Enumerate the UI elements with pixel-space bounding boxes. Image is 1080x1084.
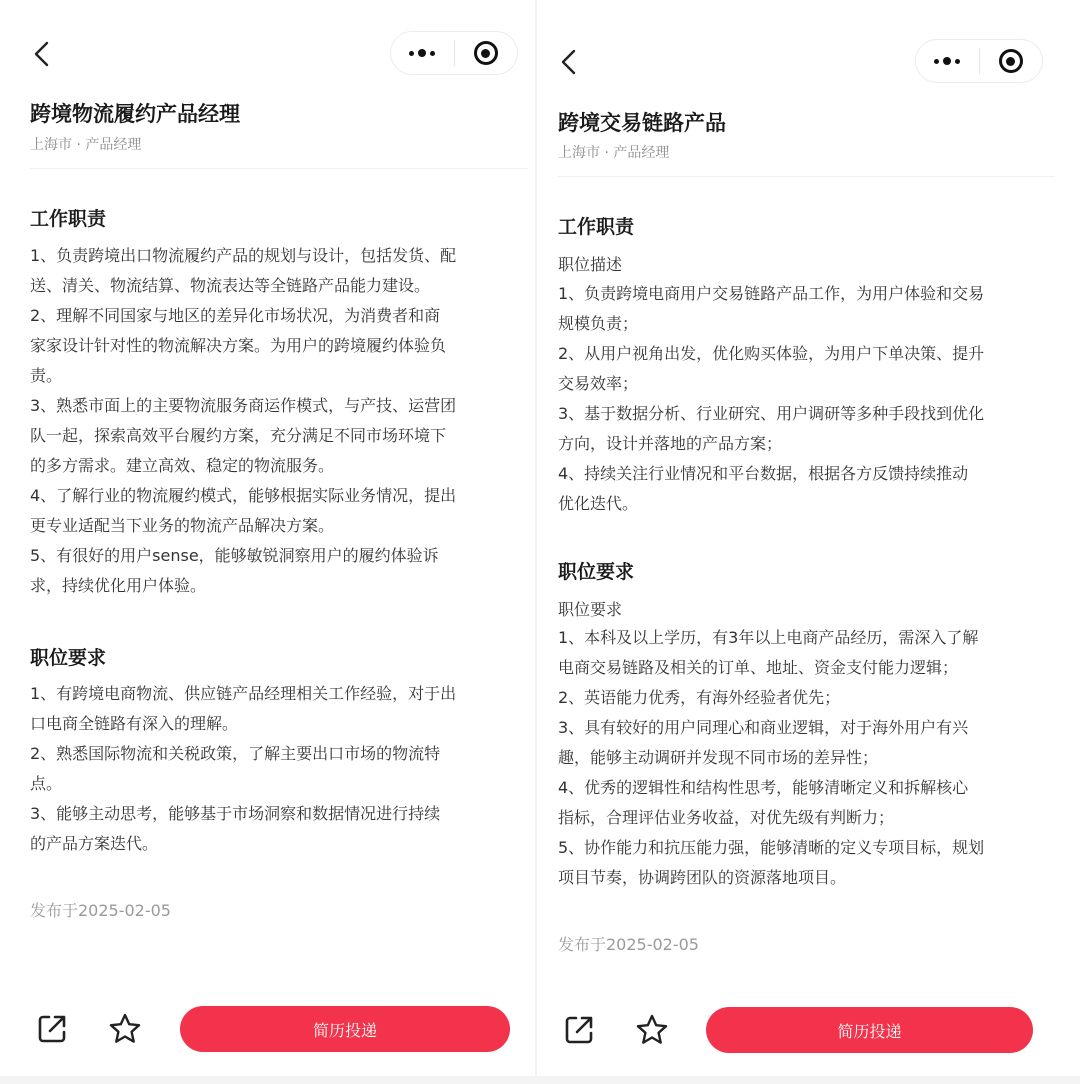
requirements-heading: 职位要求 <box>30 647 107 669</box>
duties-line: 更专业适配当下业务的物流产品解决方案。 <box>30 516 335 535</box>
duties-line: 1、负责跨境电商用户交易链路产品工作，为用户体验和交易 <box>558 284 985 303</box>
publish-date: 发布于2025-02-05 <box>558 935 699 954</box>
duties-text <box>558 279 984 519</box>
duties-heading: 工作职责 <box>558 216 635 238</box>
duties-line: 2、从用户视角出发，优化购买体验，为用户下单决策、提升 <box>558 344 985 363</box>
requirements-line: 的产品方案迭代。 <box>30 834 159 853</box>
requirements-line: 项目节奏，协调跨团队的资源落地项目。 <box>558 868 847 887</box>
star-icon <box>107 1011 143 1047</box>
more-dots-icon <box>409 49 435 57</box>
duties-line: 1、负责跨境出口物流履约产品的规划与设计，包括发货、配 <box>30 246 457 265</box>
job-title: 跨境物流履约产品经理 <box>30 102 240 126</box>
mini-program-capsule <box>915 39 1043 83</box>
target-circle-icon <box>474 41 498 65</box>
duties-text <box>30 241 456 601</box>
duties-line: 求，持续优化用户体验。 <box>30 576 207 595</box>
bottom-action-bar <box>537 999 1080 1059</box>
duties-line: 4、了解行业的物流履约模式，能够根据实际业务情况，提出 <box>30 486 457 505</box>
duties-line: 方向，设计并落地的产品方案； <box>558 434 783 453</box>
bottom-strip <box>0 1076 535 1084</box>
duties-line: 优化迭代。 <box>558 494 639 513</box>
requirements-line: 2、英语能力优秀，有海外经验者优先； <box>558 688 841 707</box>
requirements-line: 5、协作能力和抗压能力强，能够清晰的定义专项目标，规划 <box>558 838 985 857</box>
back-button[interactable] <box>553 42 585 82</box>
bottom-strip <box>537 1076 1080 1084</box>
close-miniprogram-button[interactable] <box>980 40 1043 82</box>
target-circle-icon <box>999 49 1023 73</box>
duties-subheading: 职位描述 <box>558 255 623 274</box>
duties-line: 规模负责； <box>558 314 639 333</box>
star-icon <box>634 1012 670 1048</box>
requirements-line: 趣，能够主动调研并发现不同市场的差异性； <box>558 748 879 767</box>
requirements-line: 电商交易链路及相关的订单、地址、资金支付能力逻辑； <box>558 658 959 677</box>
publish-date: 发布于2025-02-05 <box>30 901 171 920</box>
favorite-button[interactable] <box>632 1010 672 1050</box>
duties-line: 的多方需求。建立高效、稳定的物流服务。 <box>30 456 335 475</box>
duties-line: 送、清关、物流结算、物流表达等全链路产品能力建设。 <box>30 276 431 295</box>
more-button[interactable] <box>391 32 454 74</box>
apply-resume-button[interactable]: 简历投递 <box>706 1007 1033 1053</box>
duties-line: 责。 <box>30 366 63 385</box>
duties-line: 5、有很好的用户sense，能够敏锐洞察用户的履约体验诉 <box>30 546 439 565</box>
requirements-line: 口电商全链路有深入的理解。 <box>30 714 239 733</box>
back-chevron-icon <box>559 48 579 76</box>
duties-heading: 工作职责 <box>30 208 107 230</box>
job-meta: 上海市 · 产品经理 <box>30 137 142 153</box>
requirements-line: 2、熟悉国际物流和关税政策，了解主要出口市场的物流特 <box>30 744 441 763</box>
apply-resume-button[interactable]: 简历投递 <box>180 1006 510 1052</box>
job-detail-panel-left <box>0 0 535 1084</box>
back-chevron-icon <box>32 40 52 68</box>
requirements-line: 指标，合理评估业务收益，对优先级有判断力； <box>558 808 895 827</box>
requirements-line: 4、优秀的逻辑性和结构性思考，能够清晰定义和拆解核心 <box>558 778 969 797</box>
more-dots-icon <box>934 57 960 65</box>
share-button[interactable] <box>32 1009 72 1049</box>
requirements-line: 1、有跨境电商物流、供应链产品经理相关工作经验，对于出 <box>30 684 457 703</box>
requirements-line: 1、本科及以上学历，有3年以上电商产品经历，需深入了解 <box>558 628 979 647</box>
duties-line: 交易效率； <box>558 374 639 393</box>
requirements-heading: 职位要求 <box>558 561 635 583</box>
more-button[interactable] <box>916 40 979 82</box>
back-button[interactable] <box>26 34 58 74</box>
job-meta: 上海市 · 产品经理 <box>558 145 670 161</box>
share-icon <box>561 1012 597 1048</box>
requirements-line: 3、具有较好的用户同理心和商业逻辑，对于海外用户有兴 <box>558 718 969 737</box>
requirements-text <box>558 623 984 893</box>
favorite-button[interactable] <box>105 1009 145 1049</box>
duties-line: 队一起，探索高效平台履约方案，充分满足不同市场环境下 <box>30 426 447 445</box>
requirements-text <box>30 679 456 859</box>
share-button[interactable] <box>559 1010 599 1050</box>
job-title: 跨境交易链路产品 <box>558 111 726 135</box>
header-divider <box>558 176 1055 177</box>
duties-line: 2、理解不同国家与地区的差异化市场状况，为消费者和商 <box>30 306 441 325</box>
duties-line: 3、熟悉市面上的主要物流服务商运作模式，与产技、运营团 <box>30 396 457 415</box>
requirements-line: 3、能够主动思考，能够基于市场洞察和数据情况进行持续 <box>30 804 441 823</box>
close-miniprogram-button[interactable] <box>455 32 518 74</box>
job-detail-panel-right <box>537 0 1080 1084</box>
requirements-subheading: 职位要求 <box>558 600 623 619</box>
header-divider <box>30 168 528 169</box>
mini-program-capsule <box>390 31 518 75</box>
duties-line: 3、基于数据分析、行业研究、用户调研等多种手段找到优化 <box>558 404 985 423</box>
duties-line: 家家设计针对性的物流解决方案。为用户的跨境履约体验负 <box>30 336 447 355</box>
requirements-line: 点。 <box>30 774 63 793</box>
share-icon <box>34 1011 70 1047</box>
bottom-action-bar <box>0 998 535 1058</box>
duties-line: 4、持续关注行业情况和平台数据，根据各方反馈持续推动 <box>558 464 969 483</box>
